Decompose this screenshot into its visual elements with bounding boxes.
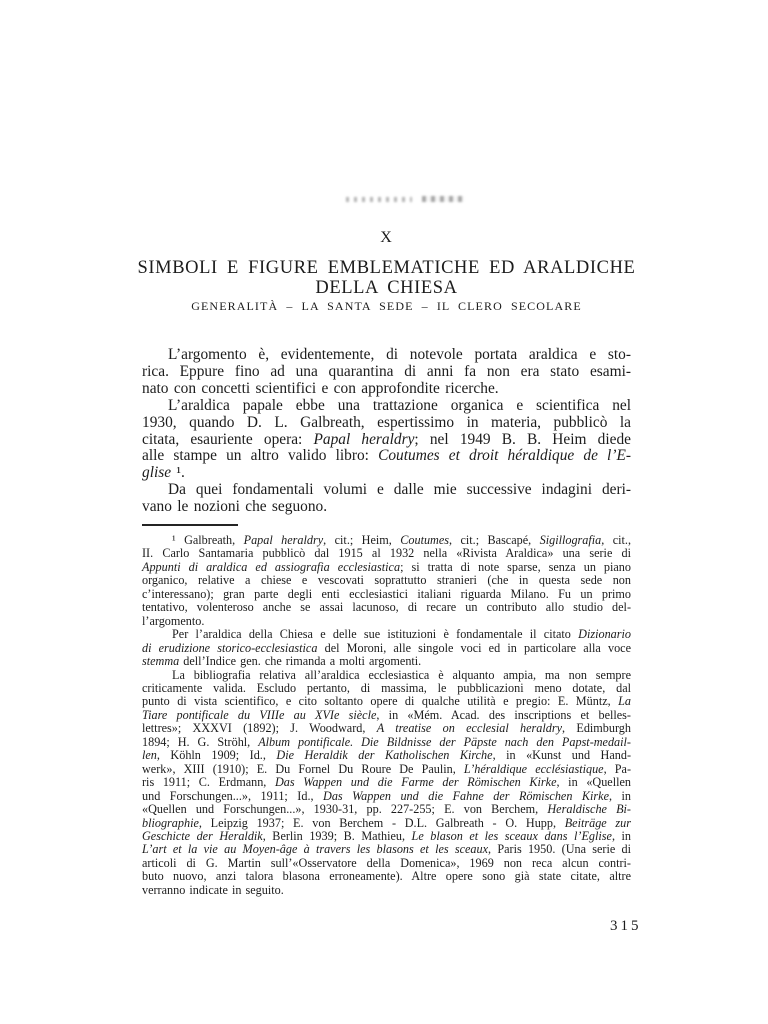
text-line — [142, 817, 631, 830]
text-line — [142, 776, 631, 789]
text-line — [142, 347, 631, 364]
text-segment: buto nuovo, anzi talora blasona erroneamente). Altre opere sono già state citate, altre — [142, 869, 631, 884]
text-line — [142, 722, 631, 735]
chapter-number: X — [380, 229, 393, 246]
text-line — [142, 574, 631, 587]
text-line — [142, 588, 631, 601]
italic-text-segment: len — [142, 748, 157, 763]
italic-text-segment: Appunti di araldica ed assiografia ecclesiastica — [142, 559, 401, 574]
italic-text-segment: Coutumes et droit héraldique de l’E- — [378, 447, 631, 465]
italic-text-segment: Die Heraldik der Katholischen Kirche — [276, 748, 493, 763]
text-line — [142, 615, 631, 628]
italic-text-segment: Papal heraldry — [243, 533, 324, 547]
text-segment: punto di vista scientifico, e cito soltanto opere di qualche utilità e pregio: E. Müntz, — [142, 694, 619, 709]
body-text — [142, 347, 631, 516]
text-segment: , in «Mém. Acad. des inscriptions et belles- — [376, 707, 631, 722]
italic-text-segment: Le blason et les sceaux dans l’Eglise — [411, 828, 612, 843]
italic-text-segment: Tiare pontificale du VIIIe au XVIe siècle — [142, 707, 377, 722]
text-line — [142, 398, 631, 415]
text-line — [142, 682, 631, 695]
chapter-title — [120, 258, 653, 298]
text-line — [142, 482, 631, 499]
text-line — [142, 628, 631, 641]
text-line — [142, 534, 631, 547]
italic-text-segment: Das Wappen und die Farme der Römischen Kirke — [275, 775, 557, 790]
italic-text-segment: Dizionario — [578, 627, 631, 642]
text-line — [142, 642, 631, 655]
italic-text-segment: Album pontificale. Die Bildnisse der Päpste nach den Papst-medail- — [258, 734, 631, 749]
text-segment: L’argomento è, evidentemente, di notevole portata araldica e sto- — [168, 346, 631, 363]
text-segment: , Pa- — [603, 761, 631, 776]
chapter-title-line2: DELLA CHIESA — [315, 278, 458, 298]
text-line — [142, 695, 631, 708]
text-segment: , Paris 1950. (Una serie di — [488, 842, 631, 857]
text-segment: , in «Quellen — [556, 775, 631, 790]
text-line — [142, 415, 631, 432]
text-segment: criticamente valida. Escludo pertanto, di massima, le pubblicazioni meno dotate, dal — [142, 680, 631, 695]
text-line — [142, 870, 631, 883]
text-segment: L’araldica papale ebbe una trattazione organica e scientifica nel — [168, 396, 631, 414]
text-segment: rica. Eppure fino ad una quarantina di anni fa non era stato esami- — [142, 362, 631, 380]
text-segment: , cit.; Bascapé, — [449, 533, 540, 547]
text-segment: tentativo, volenteroso anche se assai lacunoso, di recare un contributo allo studio del- — [142, 600, 631, 615]
italic-text-segment: Geschicte der Heraldik — [142, 828, 263, 843]
text-segment: , Köhln 1909; Id., — [156, 748, 277, 763]
text-line — [142, 736, 631, 749]
text-line — [142, 448, 631, 465]
text-segment: ; nel 1949 B. B. Heim diede — [414, 430, 631, 448]
italic-text-segment: L’héraldique ecclésiastique — [463, 761, 604, 776]
scan-artifact-mark — [346, 197, 412, 202]
text-line — [142, 432, 631, 449]
page-number: 315 — [610, 918, 642, 934]
text-segment: lettres»; XXXVI (1892); J. Woodward, — [142, 721, 377, 736]
text-segment: 1930, quando D. L. Galbreath, espertissimo in materia, pubblicò la — [142, 413, 631, 431]
text-segment: ¹. — [171, 464, 185, 482]
text-line — [142, 499, 631, 516]
text-line — [142, 601, 631, 614]
italic-text-segment: bliographie — [142, 815, 199, 830]
text-line — [142, 843, 631, 856]
text-segment: , cit., — [601, 533, 632, 547]
text-line — [142, 803, 631, 816]
italic-text-segment: La — [618, 694, 631, 709]
text-line — [142, 857, 631, 870]
text-segment: l’argomento. — [142, 613, 205, 628]
text-segment: dell’Indice gen. che rimanda a molti argomenti. — [179, 654, 422, 669]
italic-text-segment: Beiträge zur — [564, 815, 631, 830]
text-segment: ¹ Galbreath, — [172, 533, 244, 547]
text-segment: «Quellen und Forschungen...», 1930-31, pp. 227-255; E. von Berchem, — [142, 802, 548, 817]
text-segment: , in «Kunst und Hand- — [492, 748, 632, 763]
text-segment: organico, relative a chiese e vescovati soprattutto stranieri (che in questa sede non — [142, 573, 631, 588]
text-segment: articoli di G. Martin sull’«Osservatore della Domenica», 1969 non reca alcun contri- — [142, 855, 631, 870]
text-segment: citata, esauriente opera: — [142, 430, 314, 448]
text-line — [142, 749, 631, 762]
chapter-title-line1: SIMBOLI E FIGURE EMBLEMATICHE ED ARALDICHE — [137, 258, 636, 278]
italic-text-segment: glise — [142, 464, 172, 482]
scan-artifact-mark — [422, 196, 464, 202]
text-segment: nato con concetti scientifici e con approfondite ricerche. — [142, 379, 499, 397]
text-segment: verranno indicate in seguito. — [142, 882, 284, 897]
text-segment: , Berlin 1939; B. Mathieu, — [262, 828, 412, 843]
text-segment: del Moroni, alle singole voci ed in particolare alla voce — [317, 640, 631, 655]
text-segment: , cit.; Heim, — [323, 533, 401, 547]
text-line — [142, 709, 631, 722]
footnote-text — [142, 534, 631, 897]
italic-text-segment: A treatise on ecclesial heraldry — [376, 721, 563, 736]
italic-text-segment: Heraldische Bi- — [547, 802, 631, 817]
text-segment: c’interessano); gran parte degli enti ecclesiastici italiani riguarda Milano. Fu un primo — [142, 586, 631, 601]
text-line — [142, 884, 631, 897]
text-line — [142, 763, 631, 776]
text-line — [142, 381, 631, 398]
text-segment: II. Carlo Santamaria pubblicò dal 1915 al 1932 nella «Rivista Araldica» una serie di — [142, 546, 631, 561]
text-line — [142, 669, 631, 682]
text-line — [142, 790, 631, 803]
italic-text-segment: Sigillografia — [539, 533, 602, 547]
italic-text-segment: L’art et la vie au Moyen-âge à travers les blasons et les sceaux — [142, 842, 489, 857]
text-line — [142, 561, 631, 574]
italic-text-segment: Papal heraldry — [313, 430, 415, 448]
text-line — [142, 547, 631, 560]
text-segment: ris 1911; C. Erdmann, — [142, 775, 275, 790]
text-line — [142, 830, 631, 843]
text-segment: vano le nozioni che seguono. — [142, 498, 328, 516]
text-segment: , in — [609, 788, 632, 803]
text-segment: werk», XIII (1910); E. Du Fornel Du Roure De Paulin, — [142, 761, 464, 776]
italic-text-segment: Coutumes — [400, 533, 449, 547]
text-segment: Per l’araldica della Chiesa e delle sue istituzioni è fondamentale il citato — [172, 627, 579, 642]
italic-text-segment: di erudizione storico-ecclesiastica — [142, 640, 318, 655]
text-line — [142, 364, 631, 381]
italic-text-segment: Das Wappen und die Fahne der Römischen Kirke — [323, 788, 609, 803]
italic-text-segment: stemma — [142, 654, 180, 669]
text-segment: , Leipzig 1937; E. von Berchem - D.L. Galbreath - O. Hupp, — [198, 815, 565, 830]
text-segment: Da quei fondamentali volumi e dalle mie successive indagini deri- — [168, 481, 631, 499]
text-segment: 1894; H. G. Ströhl, — [142, 734, 259, 749]
text-segment: ; si tratta di note sparse, senza un piano — [400, 559, 631, 574]
text-segment: und Forschungen...», 1911; Id., — [142, 788, 324, 803]
text-segment: , Edimburgh — [562, 721, 631, 736]
text-line — [142, 655, 631, 668]
text-segment: La bibliografia relativa all’araldica ecclesiastica è alquanto ampia, ma non sempre — [172, 667, 631, 682]
scan-artifact — [346, 194, 466, 206]
text-line — [142, 465, 631, 482]
chapter-subtitle: GENERALITÀ – LA SANTA SEDE – IL CLERO SECOLARE — [191, 299, 582, 313]
text-segment: , in — [611, 828, 632, 843]
text-segment: alle stampe un altro valido libro: — [142, 447, 379, 465]
footnote-separator — [142, 524, 238, 526]
